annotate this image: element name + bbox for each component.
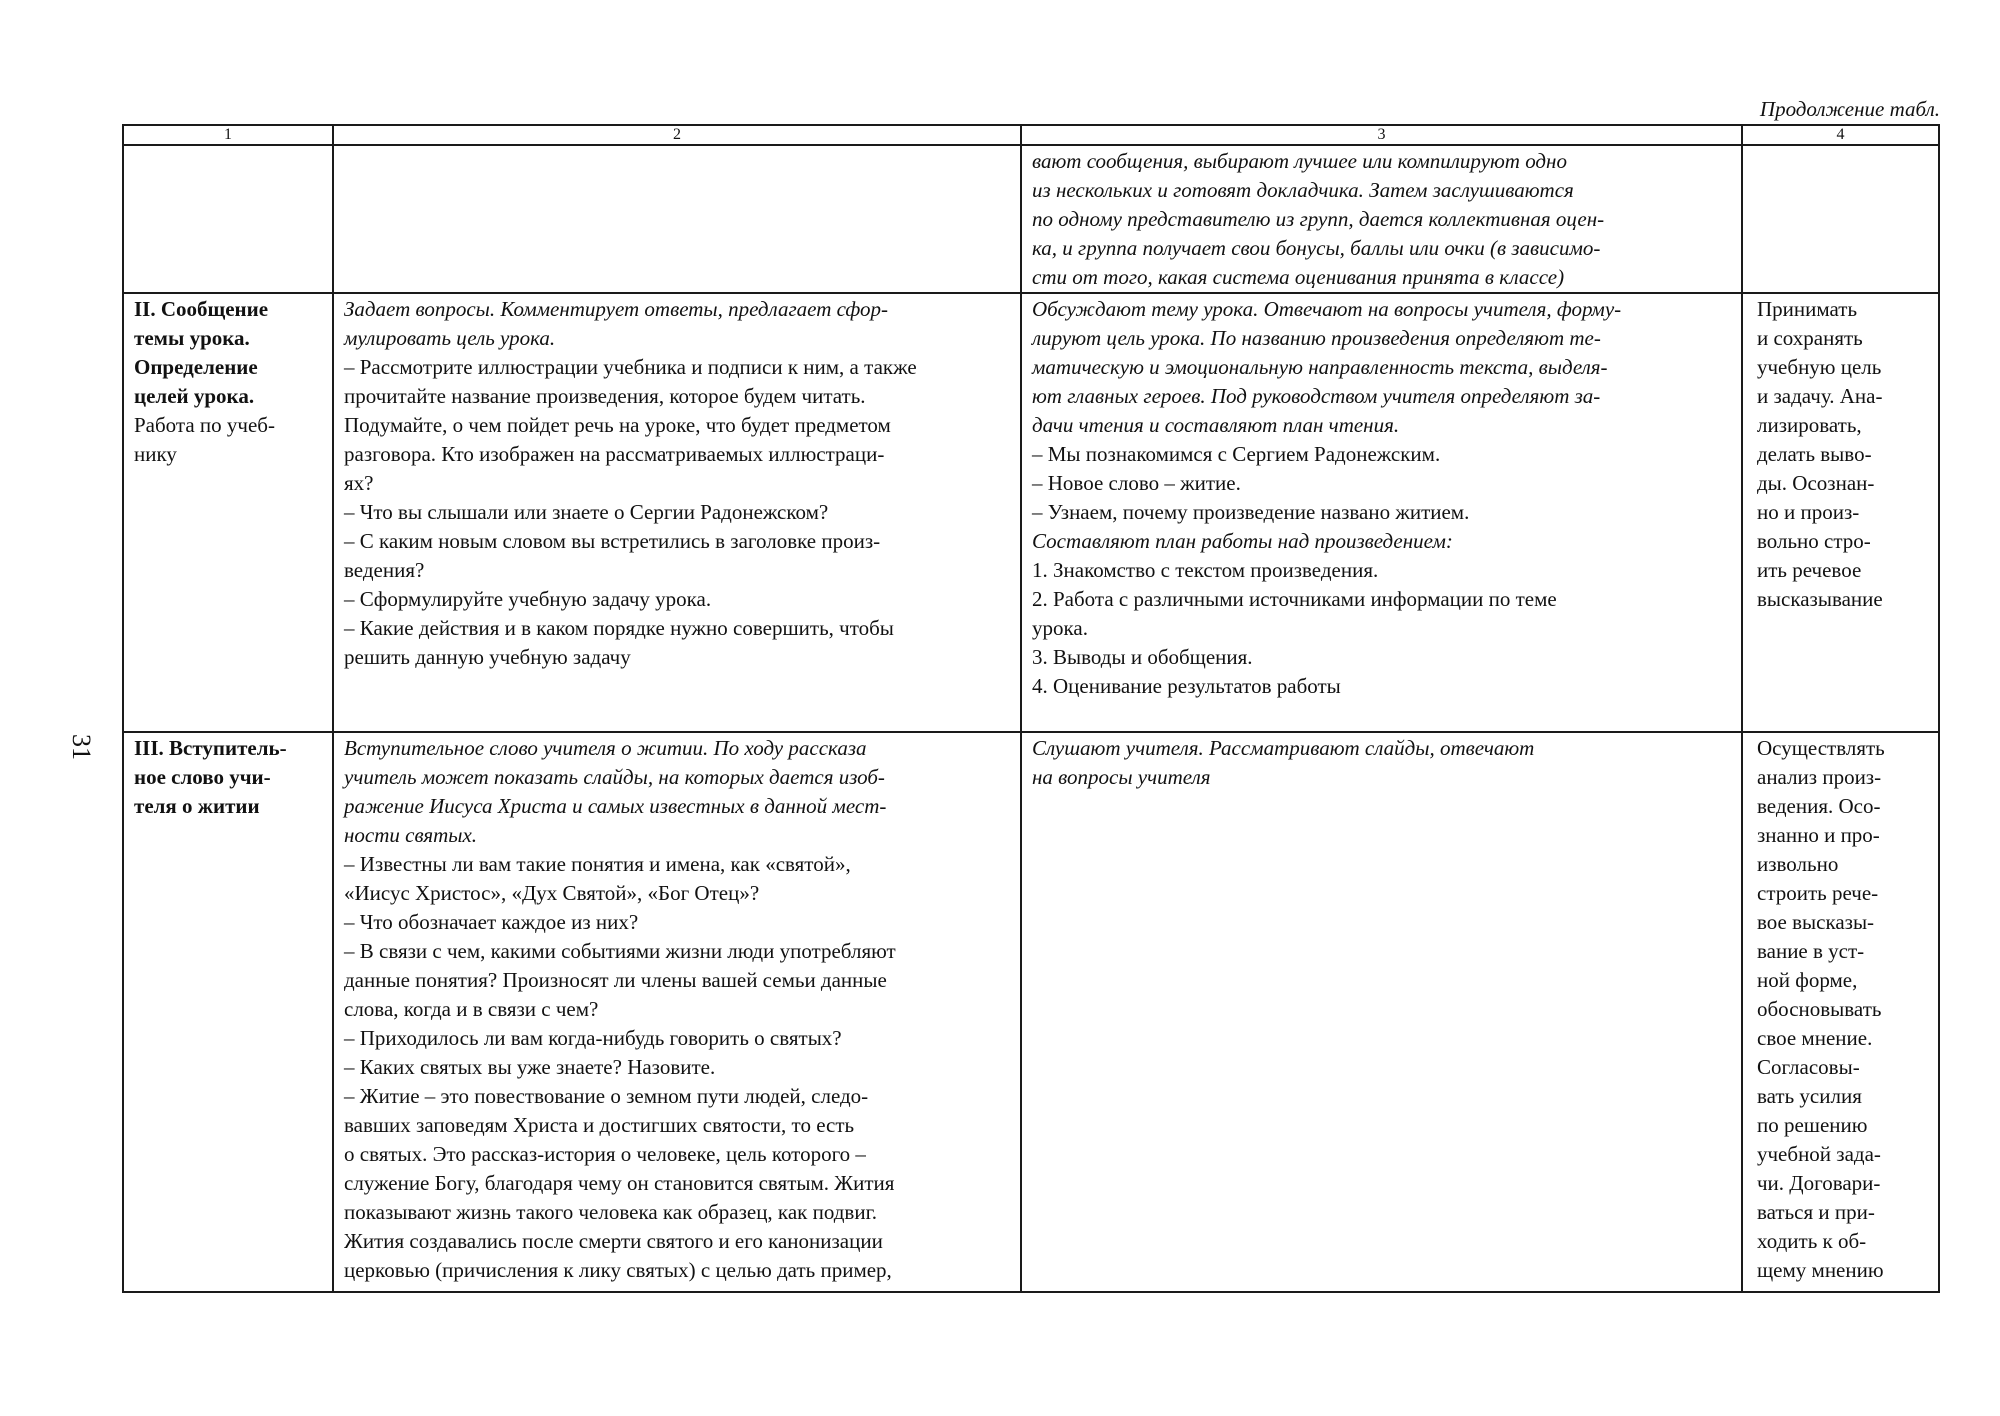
text-line: чи. Договари- xyxy=(1757,1171,1881,1195)
text-line: «Иисус Христос», «Дух Святой», «Бог Отец»? xyxy=(344,881,760,905)
text-line: щему мнению xyxy=(1757,1258,1884,1282)
text-line: – Рассмотрите иллюстрации учебника и подписи к ним, а также xyxy=(344,355,917,379)
text-line: ной форме, xyxy=(1757,968,1858,992)
text-line: вавших заповедям Христа и достигших святости, то есть xyxy=(344,1113,855,1137)
text-line: – Какие действия и в каком порядке нужно совершить, чтобы xyxy=(344,616,894,640)
text-line: и сохранять xyxy=(1757,326,1863,350)
text-line: Определение xyxy=(134,355,258,379)
column-number: 4 xyxy=(1742,125,1939,145)
page-number: 31 xyxy=(67,734,96,760)
text-line: Слушают учителя. Рассматривают слайды, отвечают xyxy=(1032,736,1535,760)
text-line: церковью (причисления к лику святых) с целью дать пример, xyxy=(344,1258,892,1282)
text-line: теля о житии xyxy=(134,794,260,818)
text-line: – В связи с чем, какими событиями жизни люди употребляют xyxy=(344,939,896,963)
text-line: ходить к об- xyxy=(1757,1229,1867,1253)
text-line: вают сообщения, выбирают лучшее или компилируют одно xyxy=(1032,149,1567,173)
text-line: высказывание xyxy=(1757,587,1883,611)
text-line: служение Богу, благодаря чему он становится святым. Жития xyxy=(344,1171,895,1195)
stage-cell xyxy=(123,293,333,732)
table-row xyxy=(123,145,1939,293)
column-number-row xyxy=(123,125,1939,145)
text-line: ях? xyxy=(344,471,374,495)
text-line: вольно стро- xyxy=(1757,529,1871,553)
text-line: показывают жизнь такого человека как образец, как подвиг. xyxy=(344,1200,878,1224)
text-line: – Мы познакомимся с Сергием Радонежским. xyxy=(1032,442,1441,466)
column-number: 1 xyxy=(123,125,333,145)
text-line: Работа по учеб- xyxy=(134,413,275,437)
text-line: целей урока. xyxy=(134,384,255,408)
text-line: обосновывать xyxy=(1757,997,1882,1021)
text-line: извольно xyxy=(1757,852,1839,876)
table-row xyxy=(123,732,1939,1292)
text-line: – Приходилось ли вам когда-нибудь говорить о святых? xyxy=(344,1026,842,1050)
student-activity-cell xyxy=(1021,732,1742,1292)
text-line: решить данную учебную задачу xyxy=(344,645,631,669)
text-line: вое высказы- xyxy=(1757,910,1875,934)
text-line: лируют цель урока. По названию произведения определяют те- xyxy=(1032,326,1601,350)
student-activity-cell xyxy=(1021,145,1742,293)
text-line: сти от того, какая система оценивания принята в классе) xyxy=(1032,265,1565,289)
text-line: ражение Иисуса Христа и самых известных в данной мест- xyxy=(344,794,887,818)
text-line: – Что вы слышали или знаете о Сергии Радонежском? xyxy=(344,500,829,524)
text-line: – Узнаем, почему произведение названо житием. xyxy=(1032,500,1470,524)
text-line: – Что обозначает каждое из них? xyxy=(344,910,639,934)
text-line: – Житие – это повествование о земном пути людей, следо- xyxy=(344,1084,869,1108)
skills-cell xyxy=(1742,145,1939,293)
skills-cell xyxy=(1742,732,1939,1292)
text-line: – С каким новым словом вы встретились в заголовке произ- xyxy=(344,529,881,553)
teacher-activity-cell xyxy=(333,293,1021,732)
teacher-activity-cell xyxy=(333,732,1021,1292)
text-line: ведения? xyxy=(344,558,425,582)
text-line: ка, и группа получает свои бонусы, баллы или очки (в зависимо- xyxy=(1032,236,1601,260)
text-line: III. Вступитель- xyxy=(134,736,287,760)
text-line: Жития создавались после смерти святого и его канонизации xyxy=(344,1229,883,1253)
text-line: – Новое слово – житие. xyxy=(1032,471,1241,495)
text-line: ить речевое xyxy=(1757,558,1862,582)
skills-cell xyxy=(1742,293,1939,732)
text-line: на вопросы учителя xyxy=(1032,765,1211,789)
text-line: учитель может показать слайды, на которых дается изоб- xyxy=(344,765,885,789)
text-line: Подумайте, о чем пойдет речь на уроке, что будет предметом xyxy=(344,413,891,437)
text-line: – Известны ли вам такие понятия и имена, как «святой», xyxy=(344,852,851,876)
text-line: Принимать xyxy=(1757,297,1858,321)
column-number: 3 xyxy=(1021,125,1742,145)
text-line: – Каких святых вы уже знаете? Назовите. xyxy=(344,1055,716,1079)
text-line: но и произ- xyxy=(1757,500,1860,524)
text-line: слова, когда и в связи с чем? xyxy=(344,997,599,1021)
text-line: II. Сообщение xyxy=(134,297,269,321)
text-line: Вступительное слово учителя о житии. По ходу рассказа xyxy=(344,736,867,760)
text-line: – Сформулируйте учебную задачу урока. xyxy=(344,587,712,611)
text-line: матическую и эмоциональную направленность текста, выделя- xyxy=(1032,355,1608,379)
text-line: Согласовы- xyxy=(1757,1055,1860,1079)
text-line: вать усилия xyxy=(1757,1084,1862,1108)
text-line: 2. Работа с различными источниками информации по теме xyxy=(1032,587,1557,611)
lesson-plan-table xyxy=(122,124,1940,1293)
text-line: урока. xyxy=(1032,616,1088,640)
text-line: ности святых. xyxy=(344,823,478,847)
text-line: и задачу. Ана- xyxy=(1757,384,1883,408)
table-row xyxy=(123,293,1939,732)
text-line: 1. Знакомство с текстом произведения. xyxy=(1032,558,1379,582)
text-line: нику xyxy=(134,442,177,466)
text-line: ваться и при- xyxy=(1757,1200,1875,1224)
text-line: Задает вопросы. Комментирует ответы, предлагает сфор- xyxy=(344,297,889,321)
text-line: 4. Оценивание результатов работы xyxy=(1032,674,1341,698)
text-line: анализ произ- xyxy=(1757,765,1882,789)
column-number: 2 xyxy=(333,125,1021,145)
text-line: знанно и про- xyxy=(1757,823,1880,847)
text-line: учебной зада- xyxy=(1757,1142,1881,1166)
table-continuation-note: Продолжение табл. xyxy=(1759,97,1940,121)
text-line: вание в уст- xyxy=(1757,939,1865,963)
text-line: Составляют план работы над произведением: xyxy=(1032,529,1453,553)
text-line: ведения. Осо- xyxy=(1757,794,1881,818)
text-line: темы урока. xyxy=(134,326,250,350)
text-line: данные понятия? Произносят ли члены вашей семьи данные xyxy=(344,968,887,992)
text-line: мулировать цель урока. xyxy=(344,326,556,350)
text-line: свое мнение. xyxy=(1757,1026,1873,1050)
text-line: ют главных героев. Под руководством учителя определяют за- xyxy=(1032,384,1601,408)
text-line: о святых. Это рассказ-история о человеке, цель которого – xyxy=(344,1142,866,1166)
text-line: по решению xyxy=(1757,1113,1868,1137)
text-line: учебную цель xyxy=(1757,355,1882,379)
text-line: ды. Осознан- xyxy=(1757,471,1875,495)
text-line: Обсуждают тему урока. Отвечают на вопросы учителя, форму- xyxy=(1032,297,1622,321)
text-line: 3. Выводы и обобщения. xyxy=(1032,645,1253,669)
text-line: разговора. Кто изображен на рассматриваемых иллюстраци- xyxy=(344,442,885,466)
text-line: прочитайте название произведения, которое будем читать. xyxy=(344,384,866,408)
text-line: Осуществлять xyxy=(1757,736,1885,760)
stage-cell xyxy=(123,732,333,1292)
text-line: ное слово учи- xyxy=(134,765,271,789)
text-line: делать выво- xyxy=(1757,442,1872,466)
text-line: строить рече- xyxy=(1757,881,1879,905)
teacher-activity-cell xyxy=(333,145,1021,293)
text-line: лизировать, xyxy=(1757,413,1862,437)
text-line: дачи чтения и составляют план чтения. xyxy=(1032,413,1400,437)
stage-cell xyxy=(123,145,333,293)
student-activity-cell xyxy=(1021,293,1742,732)
text-line: по одному представителю из групп, дается коллективная оцен- xyxy=(1032,207,1605,231)
text-line: из нескольких и готовят докладчика. Затем заслушиваются xyxy=(1032,178,1574,202)
